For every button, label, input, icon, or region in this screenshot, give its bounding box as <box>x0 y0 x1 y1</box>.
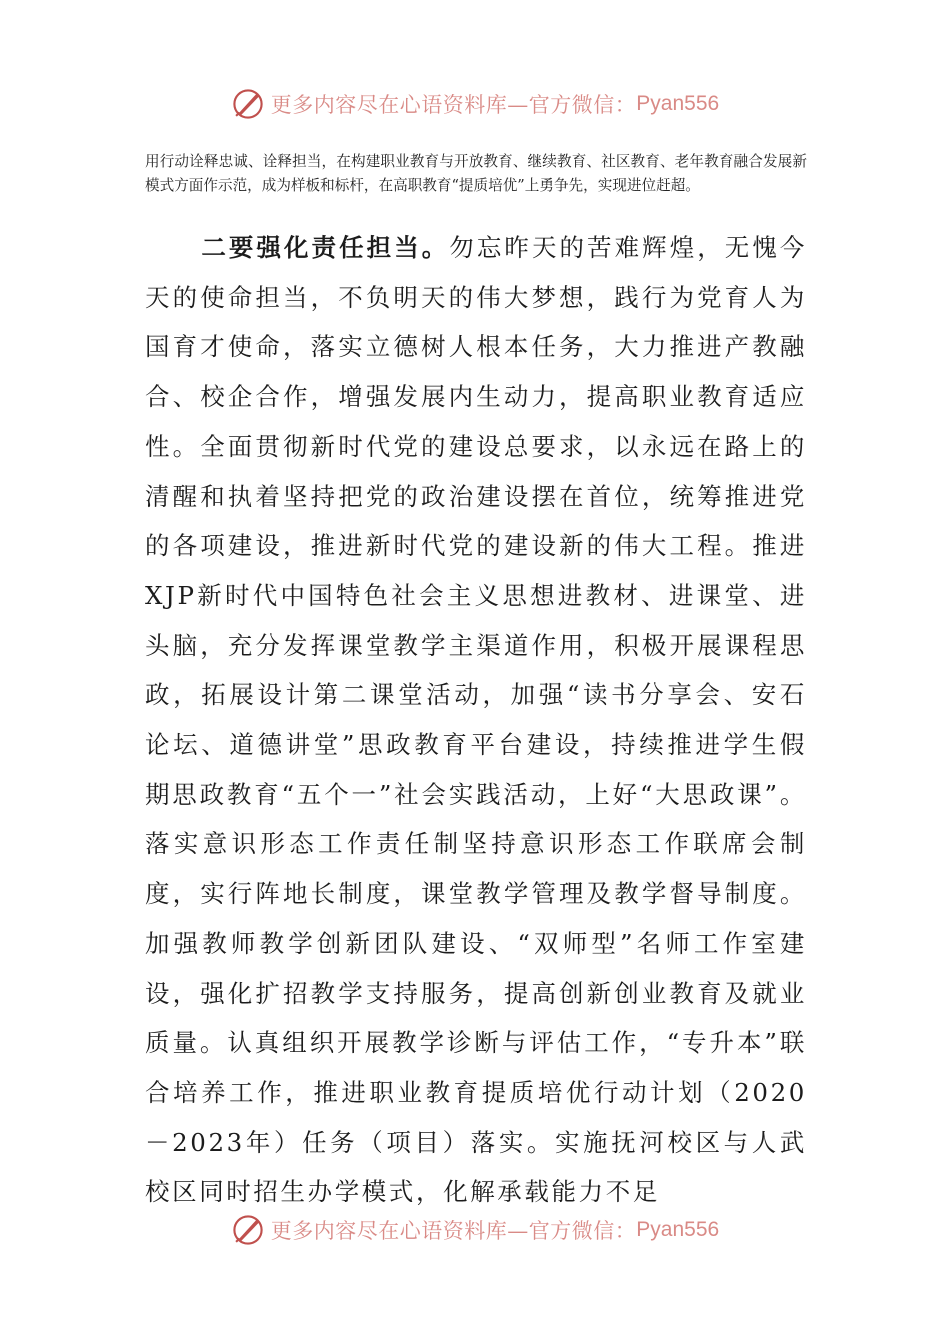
watermark-footer <box>0 1208 950 1252</box>
watermark-text: 更多内容尽在心语资料库—官方微信： <box>270 93 637 117</box>
watermark-wechat-id: Pyan556 <box>636 92 720 115</box>
section-body: 勿忘昨天的苦难辉煌，无愧今天的使命担当，不负明天的伟大梦想，践行为党育人为国育才使命，落实立德树人根本任务，大力推进产教融合、校企合作，增强发展内生动力，提高职业教育适应性。全面贯彻新时代党的建设总要求，以永远在路上的清醒和执着坚持把党的政治建设摆在首位，统筹推进党的各项建设，推进新时代党的建设新的伟大工程。推进XJP新时代中国特色社会主义思想进教材、进课堂、进头脑，充分发挥课堂教学主渠道作用，积极开展课程思政，拓展设计第二课堂活动，加强“读书分享会、安石论坛、道德讲堂”思政教育平台建设，持续推进学生假期思政教育“五个一”社会实践活动，上好“大思政课”。落实意识形态工作责任制坚持意识形态工作联席会制度，实行阵地长制度，课堂教学管理及教学督导制度。加强教师教学创新团队建设、“双师型”名师工作室建设，强化扩招教学支持服务，提高创新创业教育及就业质量。认真组织开展教学诊断与评估工作，“专升本”联合培养工作，推进职业教育提质培优行动计划（2020－2023年）任务（项目）落实。实施抚河校区与人武校区同时招生办学模式，化解承载能力不足 <box>145 233 807 1207</box>
quill-logo-icon <box>231 87 265 121</box>
quill-logo-icon <box>231 1213 265 1247</box>
watermark-text: 更多内容尽在心语资料库—官方微信： <box>270 1219 637 1243</box>
watermark-header <box>0 82 950 126</box>
section-heading: 二要强化责任担当。 <box>201 233 450 262</box>
section-paragraph <box>145 223 807 1217</box>
watermark-wechat-id: Pyan556 <box>636 1218 720 1241</box>
intro-paragraph: 用行动诠释忠诚、诠释担当，在构建职业教育与开放教育、继续教育、社区教育、老年教育融合发展新模式方面作示范，成为样板和标杆，在高职教育“提质培优”上勇争先，实现进位赶超。 <box>145 153 807 194</box>
